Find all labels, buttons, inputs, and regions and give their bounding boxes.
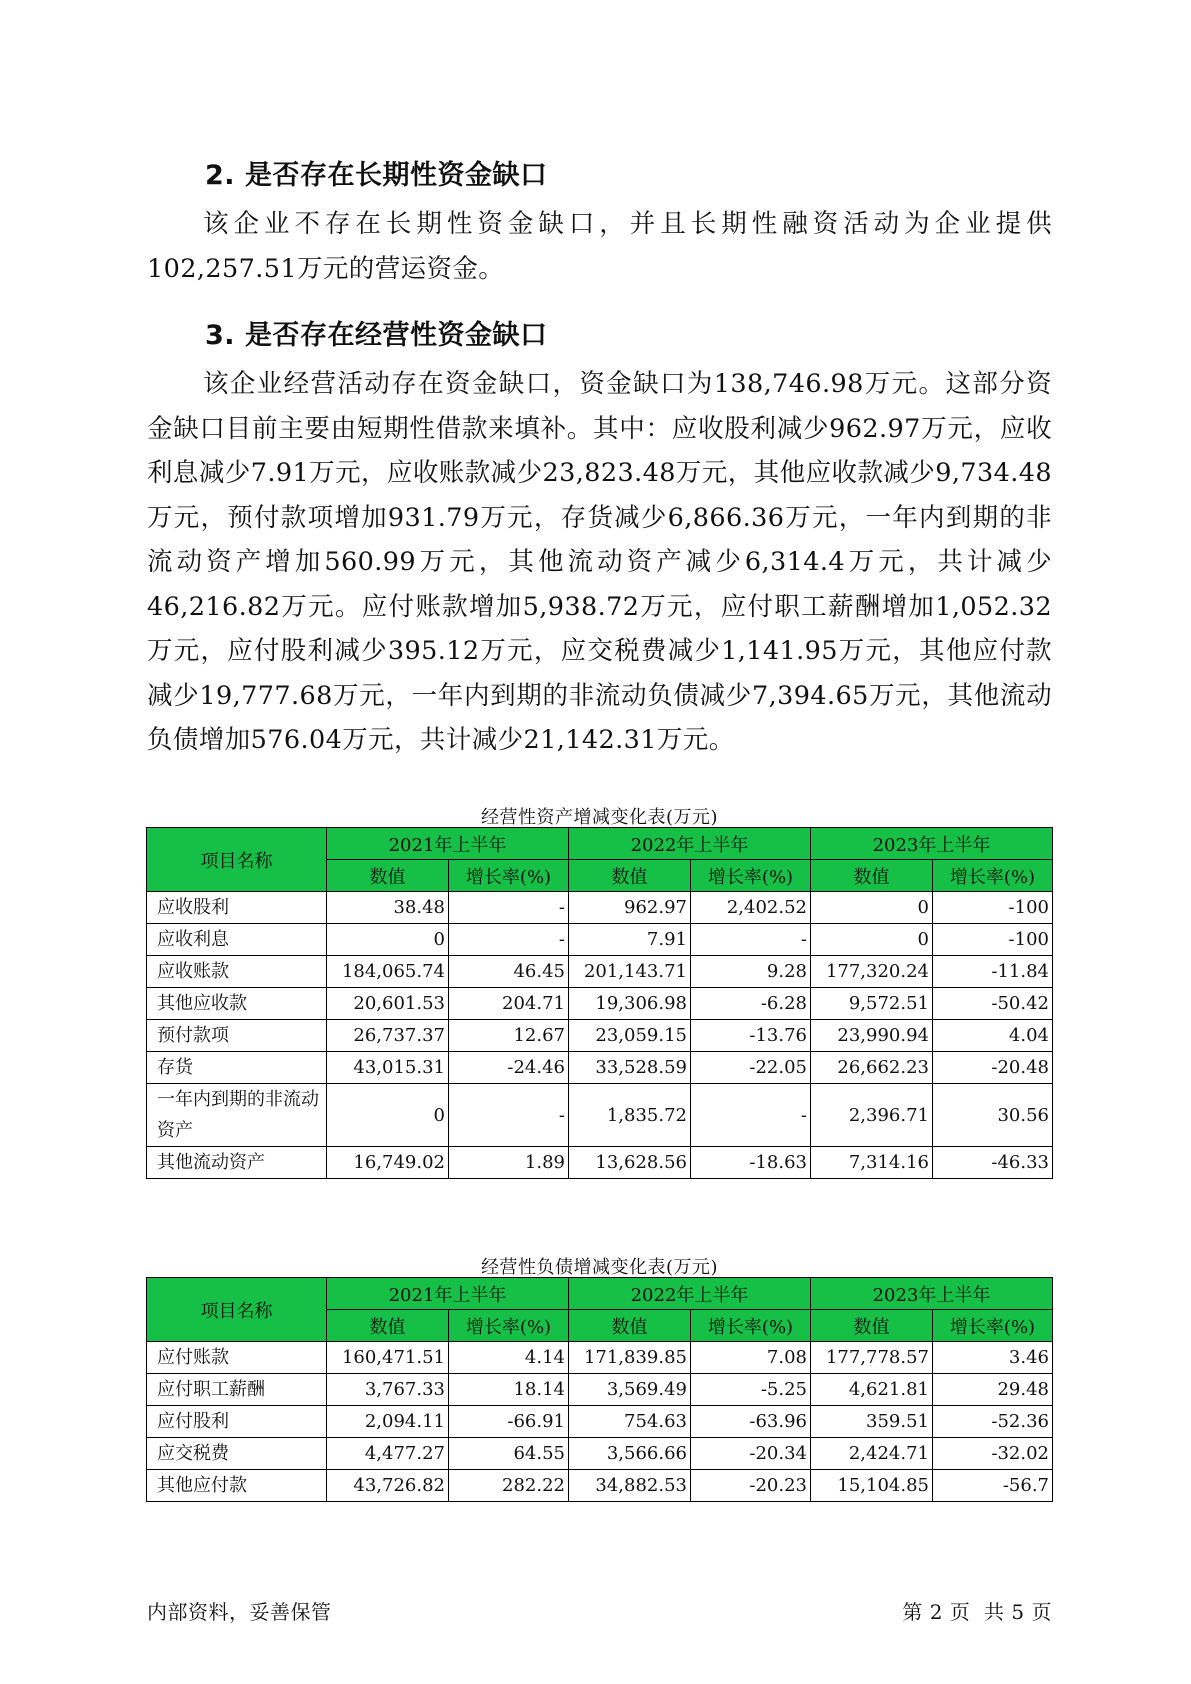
cell-value: 26,737.37 (327, 1020, 449, 1052)
cell-growth-rate: -32.02 (933, 1438, 1053, 1470)
cell-growth-rate: - (691, 1084, 811, 1147)
cell-value: 15,104.85 (811, 1470, 933, 1502)
cell-value: 13,628.56 (569, 1147, 691, 1179)
cell-growth-rate: -52.36 (933, 1406, 1053, 1438)
cell-growth-rate: -5.25 (691, 1374, 811, 1406)
cell-growth-rate: -100 (933, 892, 1053, 924)
cell-value: 3,569.49 (569, 1374, 691, 1406)
cell-value: 38.48 (327, 892, 449, 924)
cell-growth-rate: -63.96 (691, 1406, 811, 1438)
cell-value: 7,314.16 (811, 1147, 933, 1179)
section-heading-operating: 3. 是否存在经营性资金缺口 (205, 320, 548, 351)
table-row (147, 988, 1053, 1020)
row-item-name: 应收账款 (147, 956, 327, 988)
cell-value: 4,477.27 (327, 1438, 449, 1470)
cell-value: 184,065.74 (327, 956, 449, 988)
header-growth-rate: 增长率(%) (449, 1310, 569, 1342)
cell-value: 4,621.81 (811, 1374, 933, 1406)
cell-growth-rate: 1.89 (449, 1147, 569, 1179)
cell-growth-rate: 282.22 (449, 1470, 569, 1502)
cell-growth-rate: - (449, 924, 569, 956)
row-item-name: 应付账款 (147, 1342, 327, 1374)
cell-value: 3,767.33 (327, 1374, 449, 1406)
header-period-2023: 2023年上半年 (811, 828, 1053, 860)
cell-growth-rate: -20.48 (933, 1052, 1053, 1084)
cell-value: 171,839.85 (569, 1342, 691, 1374)
cell-value: 7.91 (569, 924, 691, 956)
cell-value: 0 (811, 924, 933, 956)
cell-growth-rate: -11.84 (933, 956, 1053, 988)
cell-value: 16,749.02 (327, 1147, 449, 1179)
cell-growth-rate: 46.45 (449, 956, 569, 988)
cell-value: 23,990.94 (811, 1020, 933, 1052)
cell-growth-rate: - (449, 892, 569, 924)
cell-value: 201,143.71 (569, 956, 691, 988)
cell-value: 1,835.72 (569, 1084, 691, 1147)
table-row (147, 1470, 1053, 1502)
cell-value: 359.51 (811, 1406, 933, 1438)
cell-growth-rate: -6.28 (691, 988, 811, 1020)
cell-value: 754.63 (569, 1406, 691, 1438)
section-text-long-term: 该企业不存在长期性资金缺口，并且长期性融资活动为企业提供102,257.51万元的营运资金。 (147, 209, 1052, 284)
cell-value: 33,528.59 (569, 1052, 691, 1084)
cell-value: 2,396.71 (811, 1084, 933, 1147)
row-item-name: 应交税费 (147, 1438, 327, 1470)
cell-growth-rate: - (449, 1084, 569, 1147)
cell-value: 2,094.11 (327, 1406, 449, 1438)
section-text-operating: 该企业经营活动存在资金缺口，资金缺口为138,746.98万元。这部分资金缺口目前主要由短期性借款来填补。其中：应收股利减少962.97万元，应收利息减少7.91万元，应收账款减少23,823.48万元，其他应收款减少9,734.48万元，预付款项增加931.79万元，存货减少6,866.36万元，一年内到期的非流动资产增加560.99万元，其他流动资产减少6,314.4万元，共计减少46,216.82万元。应付账款增加5,938.72万元，应付职工薪酬增加1,052.32万元，应付股利减少395.12万元，应交税费减少1,141.95万元，其他应付款减少19,777.68万元，一年内到期的非流动负债减少7,394.65万元，其他流动负债增加576.04万元，共计减少21,142.31万元。 (147, 369, 1052, 755)
cell-value: 19,306.98 (569, 988, 691, 1020)
cell-growth-rate: 204.71 (449, 988, 569, 1020)
cell-growth-rate: -20.23 (691, 1470, 811, 1502)
cell-growth-rate: - (691, 924, 811, 956)
cell-growth-rate: 29.48 (933, 1374, 1053, 1406)
cell-value: 9,572.51 (811, 988, 933, 1020)
cell-value: 34,882.53 (569, 1470, 691, 1502)
table-row (147, 1147, 1053, 1179)
table-row (147, 1374, 1053, 1406)
header-period-2021: 2021年上半年 (327, 828, 569, 860)
header-period-2022: 2022年上半年 (569, 1278, 811, 1310)
liabilities-change-table (146, 1277, 1053, 1502)
cell-growth-rate: -66.91 (449, 1406, 569, 1438)
row-item-name: 存货 (147, 1052, 327, 1084)
header-item-name: 项目名称 (147, 1278, 327, 1342)
row-item-name: 其他流动资产 (147, 1147, 327, 1179)
cell-value: 0 (327, 924, 449, 956)
header-item-name: 项目名称 (147, 828, 327, 892)
header-value: 数值 (811, 860, 933, 892)
cell-value: 43,726.82 (327, 1470, 449, 1502)
header-value: 数值 (569, 860, 691, 892)
row-item-name: 应付职工薪酬 (147, 1374, 327, 1406)
cell-value: 26,662.23 (811, 1052, 933, 1084)
cell-growth-rate: -24.46 (449, 1052, 569, 1084)
row-item-name: 应付股利 (147, 1406, 327, 1438)
cell-growth-rate: -20.34 (691, 1438, 811, 1470)
cell-growth-rate: 2,402.52 (691, 892, 811, 924)
header-period-2022: 2022年上半年 (569, 828, 811, 860)
header-period-2023: 2023年上半年 (811, 1278, 1053, 1310)
liabilities-table-caption: 经营性负债增减变化表(万元) (480, 1257, 719, 1278)
header-value: 数值 (327, 1310, 449, 1342)
cell-growth-rate: -50.42 (933, 988, 1053, 1020)
table-row (147, 892, 1053, 924)
cell-growth-rate: -46.33 (933, 1147, 1053, 1179)
assets-table-caption: 经营性资产增减变化表(万元) (480, 807, 719, 828)
row-item-name: 其他应付款 (147, 1470, 327, 1502)
header-growth-rate: 增长率(%) (933, 1310, 1053, 1342)
cell-value: 23,059.15 (569, 1020, 691, 1052)
cell-growth-rate: -100 (933, 924, 1053, 956)
cell-growth-rate: 30.56 (933, 1084, 1053, 1147)
table-row (147, 924, 1053, 956)
table-row (147, 956, 1053, 988)
table-row (147, 1052, 1053, 1084)
cell-value: 43,015.31 (327, 1052, 449, 1084)
table-row (147, 1084, 1053, 1147)
cell-growth-rate: 4.04 (933, 1020, 1053, 1052)
cell-value: 20,601.53 (327, 988, 449, 1020)
cell-growth-rate: 18.14 (449, 1374, 569, 1406)
header-growth-rate: 增长率(%) (933, 860, 1053, 892)
footer-confidential-note: 内部资料，妥善保管 (147, 1600, 332, 1624)
table-row (147, 1438, 1053, 1470)
cell-value: 177,778.57 (811, 1342, 933, 1374)
header-value: 数值 (811, 1310, 933, 1342)
row-item-name: 应收股利 (147, 892, 327, 924)
cell-value: 3,566.66 (569, 1438, 691, 1470)
header-growth-rate: 增长率(%) (449, 860, 569, 892)
header-value: 数值 (327, 860, 449, 892)
table-row (147, 1406, 1053, 1438)
cell-growth-rate: 4.14 (449, 1342, 569, 1374)
cell-growth-rate: -22.05 (691, 1052, 811, 1084)
row-item-name: 应收利息 (147, 924, 327, 956)
cell-value: 962.97 (569, 892, 691, 924)
cell-growth-rate: -56.7 (933, 1470, 1053, 1502)
assets-change-table (146, 827, 1053, 1179)
row-item-name: 一年内到期的非流动资产 (147, 1084, 327, 1147)
cell-value: 160,471.51 (327, 1342, 449, 1374)
header-growth-rate: 增长率(%) (691, 1310, 811, 1342)
cell-value: 177,320.24 (811, 956, 933, 988)
cell-value: 0 (811, 892, 933, 924)
cell-growth-rate: 7.08 (691, 1342, 811, 1374)
table-row (147, 1342, 1053, 1374)
cell-growth-rate: 9.28 (691, 956, 811, 988)
header-value: 数值 (569, 1310, 691, 1342)
header-period-2021: 2021年上半年 (327, 1278, 569, 1310)
row-item-name: 预付款项 (147, 1020, 327, 1052)
row-item-name: 其他应收款 (147, 988, 327, 1020)
cell-growth-rate: 64.55 (449, 1438, 569, 1470)
section-heading-long-term: 2. 是否存在长期性资金缺口 (205, 160, 548, 191)
footer-page-number: 第 2 页 共 5 页 (902, 1600, 1052, 1624)
header-growth-rate: 增长率(%) (691, 860, 811, 892)
cell-value: 0 (327, 1084, 449, 1147)
cell-growth-rate: -13.76 (691, 1020, 811, 1052)
cell-growth-rate: -18.63 (691, 1147, 811, 1179)
cell-value: 2,424.71 (811, 1438, 933, 1470)
cell-growth-rate: 3.46 (933, 1342, 1053, 1374)
table-row (147, 1020, 1053, 1052)
cell-growth-rate: 12.67 (449, 1020, 569, 1052)
